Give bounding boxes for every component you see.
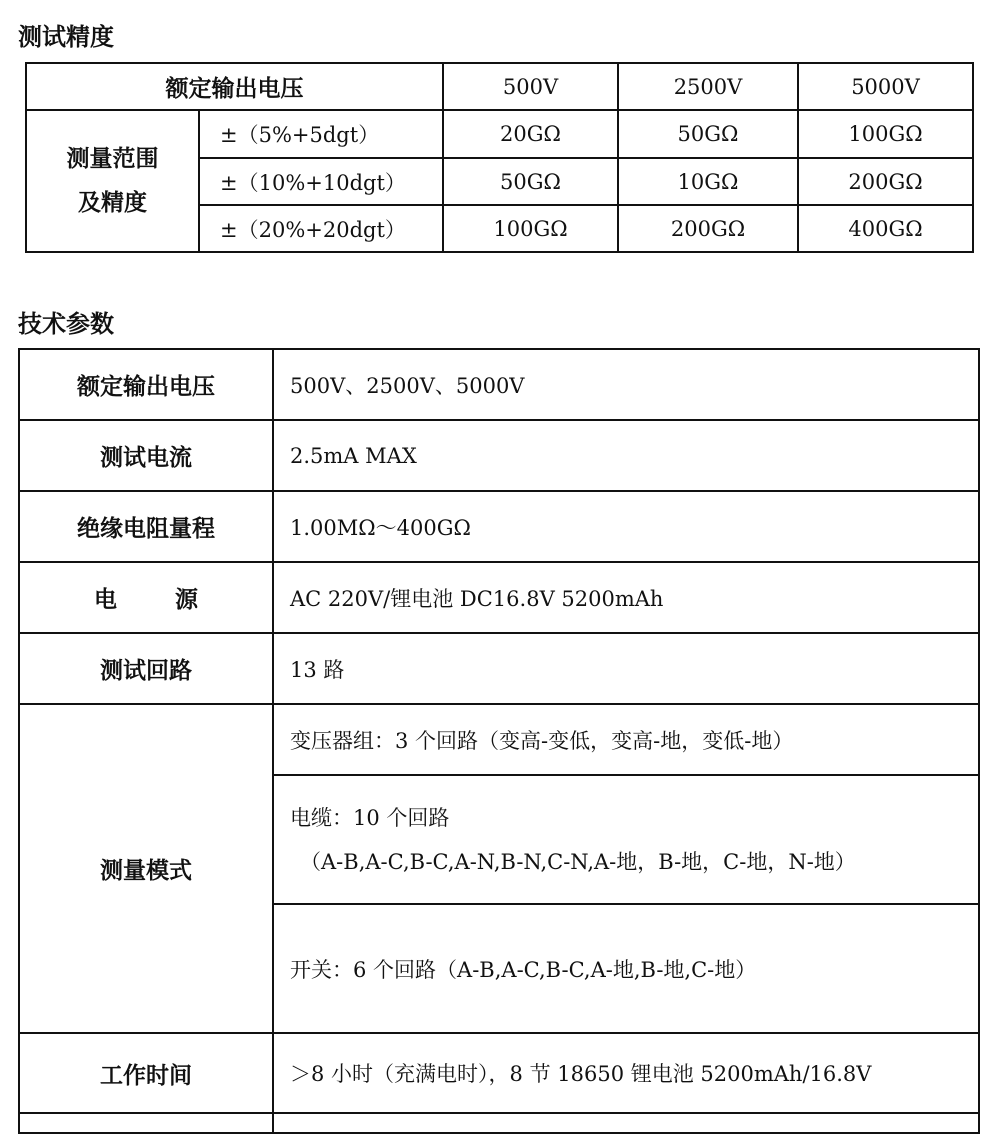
- spec-value: 1.00MΩ～400GΩ: [273, 491, 979, 562]
- range-value: 200GΩ: [618, 205, 798, 252]
- accuracy-row: [26, 110, 973, 158]
- range-value: 50GΩ: [443, 158, 618, 205]
- accuracy-heading: 测试精度: [18, 23, 114, 51]
- range-value: 200GΩ: [798, 158, 973, 205]
- voltage-2500: 2500V: [618, 63, 798, 110]
- spec-row: [19, 420, 979, 491]
- specs-heading: 技术参数: [18, 310, 114, 338]
- spec-row: [19, 633, 979, 704]
- mode-cable-line2: （A-B,A-C,B-C,A-N,B-N,C-N,A-地，B-地，C-地，N-地）: [300, 849, 856, 874]
- power-label-a: 电: [94, 587, 117, 613]
- power-label: [19, 562, 273, 633]
- work-time-label: 工作时间: [19, 1033, 273, 1113]
- continued-label-cell: [19, 1113, 273, 1133]
- continued-value-cell: [273, 1113, 979, 1133]
- accuracy-grade: ±（20%+20dgt）: [199, 205, 443, 252]
- range-value: 100GΩ: [443, 205, 618, 252]
- specs-table: [18, 348, 980, 1134]
- spec-value: 500V、2500V、5000V: [273, 349, 979, 420]
- accuracy-grade: ±（10%+10dgt）: [199, 158, 443, 205]
- range-label-line2: 及精度: [78, 190, 147, 216]
- mode-transformer: 变压器组：3 个回路（变高-变低，变高-地，变低-地）: [273, 704, 979, 775]
- spec-label: 测试电流: [19, 420, 273, 491]
- spec-row-continued: [19, 1113, 979, 1133]
- work-time-value: ＞8 小时（充满电时），8 节 18650 锂电池 5200mAh/16.8V: [273, 1033, 979, 1113]
- mode-cable-line1: 电缆：10 个回路: [290, 805, 450, 830]
- spec-label: 绝缘电阻量程: [19, 491, 273, 562]
- mode-cable: [273, 775, 979, 904]
- spec-value: AC 220V/锂电池 DC16.8V 5200mAh: [273, 562, 979, 633]
- range-value: 20GΩ: [443, 110, 618, 158]
- range-accuracy-label: [26, 110, 199, 252]
- accuracy-grade: ±（5%+5dgt）: [199, 110, 443, 158]
- range-value: 10GΩ: [618, 158, 798, 205]
- voltage-500: 500V: [443, 63, 618, 110]
- range-value: 50GΩ: [618, 110, 798, 158]
- spec-value: 13 路: [273, 633, 979, 704]
- spec-row: [19, 349, 979, 420]
- spec-row: [19, 562, 979, 633]
- spec-label: 测试回路: [19, 633, 273, 704]
- spec-row: [19, 491, 979, 562]
- range-value: 400GΩ: [798, 205, 973, 252]
- voltage-5000: 5000V: [798, 63, 973, 110]
- range-value: 100GΩ: [798, 110, 973, 158]
- accuracy-table: [25, 62, 974, 253]
- mode-switch: 开关：6 个回路（A-B,A-C,B-C,A-地,B-地,C-地）: [273, 904, 979, 1033]
- spec-label: 额定输出电压: [19, 349, 273, 420]
- accuracy-header-row: [26, 63, 973, 110]
- spec-value: 2.5mA MAX: [273, 420, 979, 491]
- mode-label: 测量模式: [19, 704, 273, 1033]
- rated-voltage-label: 额定输出电压: [26, 63, 443, 110]
- mode-row: [19, 704, 979, 775]
- spec-row: [19, 1033, 979, 1113]
- range-label-line1: 测量范围: [66, 146, 159, 172]
- power-label-b: 源: [175, 587, 198, 613]
